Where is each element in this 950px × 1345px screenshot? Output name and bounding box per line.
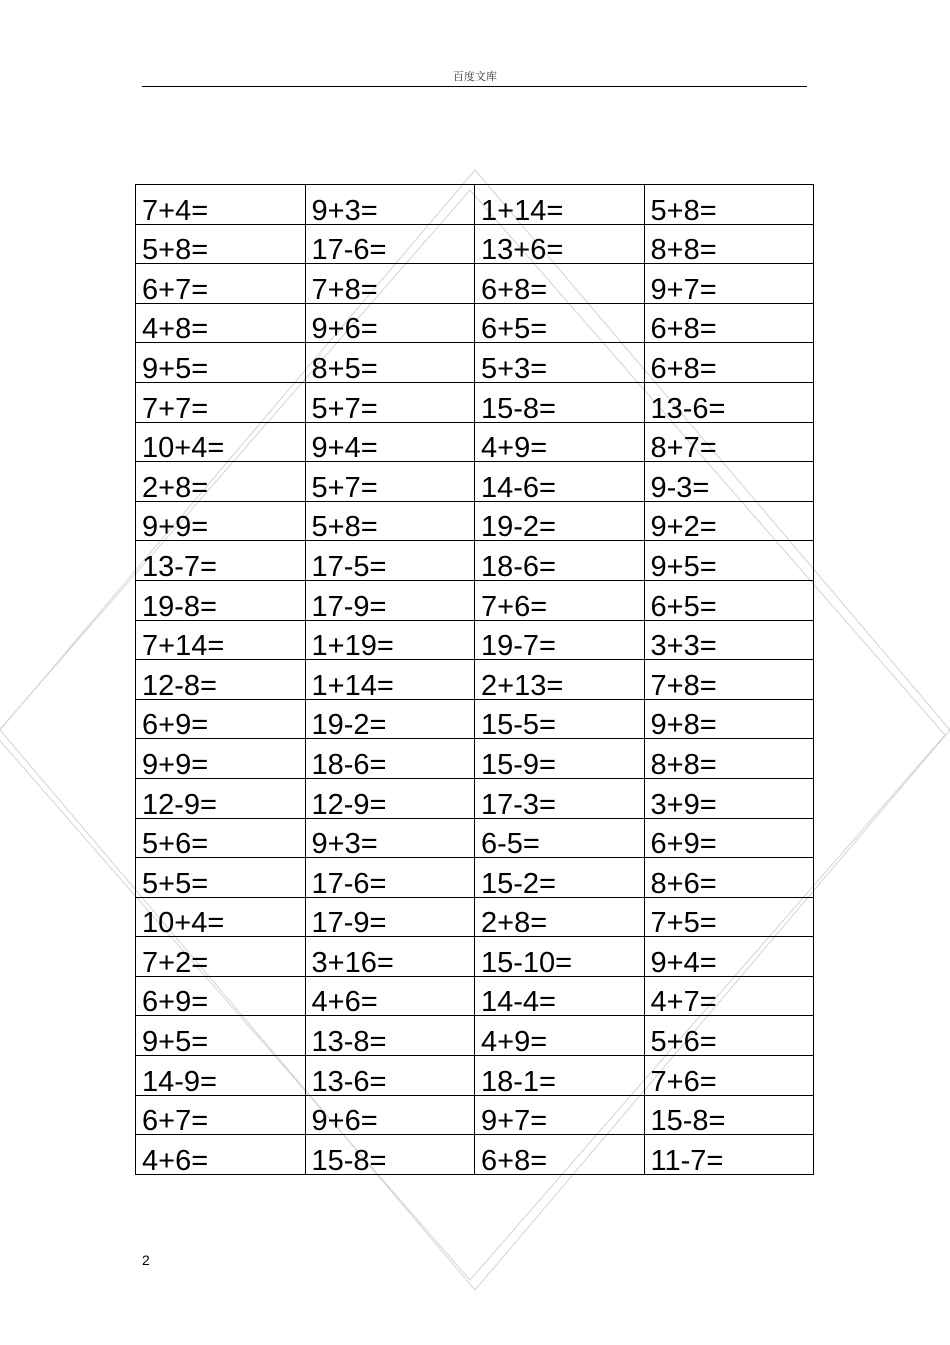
problem-text: 17-5= [311, 550, 387, 581]
worksheet-row [136, 660, 814, 700]
problem-text: 15-9= [481, 748, 556, 779]
problem-text: 15-5= [481, 709, 556, 739]
problem-text: 7+7= [142, 392, 209, 423]
problem-text: 9+3= [311, 828, 378, 858]
problem-text: 2+13= [481, 669, 564, 700]
problem-cell [475, 1135, 645, 1175]
problem-cell [644, 303, 814, 343]
problem-text: 12-8= [142, 669, 217, 700]
problem-cell [644, 264, 814, 304]
problem-cell [305, 976, 475, 1016]
problem-text: 4+9= [481, 432, 548, 462]
problem-text: 5+7= [311, 392, 378, 423]
problem-cell [305, 303, 475, 343]
problem-cell [644, 382, 814, 422]
problem-text: 14-6= [481, 471, 556, 502]
worksheet-row [136, 699, 814, 739]
problem-cell [475, 858, 645, 898]
problem-cell [136, 303, 306, 343]
problem-text: 3+16= [311, 946, 394, 977]
problem-cell [475, 699, 645, 739]
problem-cell [644, 580, 814, 620]
problem-text: 8+8= [650, 234, 717, 264]
problem-cell [475, 937, 645, 977]
problem-cell [475, 739, 645, 779]
problem-text: 7+6= [481, 590, 548, 621]
problem-text: 17-6= [311, 867, 387, 898]
problem-cell [136, 660, 306, 700]
problem-cell [305, 224, 475, 264]
problem-text: 6+5= [481, 313, 548, 343]
problem-cell [136, 1095, 306, 1135]
problem-cell [136, 620, 306, 660]
problem-cell [644, 897, 814, 937]
worksheet-row [136, 185, 814, 225]
problem-text: 9+4= [311, 432, 378, 462]
problem-cell [305, 343, 475, 383]
problem-cell [475, 660, 645, 700]
problem-cell [136, 937, 306, 977]
problem-text: 5+5= [142, 867, 209, 898]
problem-text: 9+6= [311, 1105, 378, 1135]
problem-cell [475, 462, 645, 502]
problem-cell [644, 1056, 814, 1096]
problem-text: 18-6= [311, 748, 387, 779]
problem-text: 9+9= [142, 511, 209, 541]
worksheet-row [136, 858, 814, 898]
problem-text: 1+14= [311, 669, 394, 700]
problem-cell [475, 1095, 645, 1135]
problem-text: 6-5= [481, 828, 540, 858]
problem-cell [644, 541, 814, 581]
problem-text: 9+4= [650, 946, 717, 977]
problem-text: 2+8= [142, 471, 209, 502]
problem-cell [644, 976, 814, 1016]
problem-cell [644, 818, 814, 858]
problem-text: 8+6= [650, 867, 717, 898]
problem-text: 8+8= [650, 748, 717, 779]
page-number: 2 [142, 1252, 150, 1268]
problem-text: 4+7= [650, 986, 717, 1016]
problem-text: 10+4= [142, 907, 225, 937]
problem-cell [644, 422, 814, 462]
worksheet-row [136, 541, 814, 581]
problem-cell [305, 1095, 475, 1135]
worksheet-row [136, 343, 814, 383]
problem-cell [644, 1016, 814, 1056]
problem-text: 15-8= [311, 1144, 387, 1175]
header-divider [142, 86, 807, 87]
problem-text: 12-9= [142, 788, 217, 818]
problem-cell [475, 501, 645, 541]
worksheet-row [136, 897, 814, 937]
problem-text: 7+2= [142, 946, 209, 977]
problem-cell [475, 1016, 645, 1056]
problem-cell [136, 501, 306, 541]
problem-text: 5+3= [481, 352, 548, 383]
problem-cell [644, 1135, 814, 1175]
problem-text: 6+8= [481, 273, 548, 304]
problem-text: 17-9= [311, 590, 387, 621]
problem-text: 7+8= [650, 669, 717, 700]
problem-cell [136, 382, 306, 422]
problem-cell [644, 620, 814, 660]
problem-cell [305, 778, 475, 818]
problem-text: 4+6= [311, 986, 378, 1016]
problem-cell [305, 897, 475, 937]
problem-cell [136, 264, 306, 304]
problem-cell [305, 185, 475, 225]
problem-text: 9+5= [650, 550, 717, 581]
worksheet-row [136, 620, 814, 660]
problem-cell [475, 778, 645, 818]
worksheet-row [136, 976, 814, 1016]
problem-text: 6+7= [142, 273, 209, 304]
problem-cell [305, 382, 475, 422]
problem-cell [305, 818, 475, 858]
problem-cell [475, 580, 645, 620]
problem-cell [136, 343, 306, 383]
problem-text: 6+8= [650, 313, 717, 343]
worksheet-row [136, 1135, 814, 1175]
problem-cell [644, 858, 814, 898]
problem-text: 9+2= [650, 511, 717, 541]
problem-cell [305, 264, 475, 304]
problem-cell [305, 620, 475, 660]
problem-text: 7+6= [650, 1065, 717, 1096]
problem-cell [305, 1056, 475, 1096]
problem-text: 9+5= [142, 1026, 209, 1056]
problem-text: 19-2= [311, 709, 387, 739]
problem-cell [475, 976, 645, 1016]
problem-cell [136, 185, 306, 225]
problem-text: 15-8= [481, 392, 556, 423]
problem-text: 6+9= [650, 828, 717, 858]
problem-cell [136, 897, 306, 937]
problem-cell [305, 660, 475, 700]
problem-text: 15-10= [481, 946, 573, 977]
problem-text: 6+9= [142, 709, 209, 739]
problem-text: 17-3= [481, 788, 556, 818]
problem-cell [136, 1135, 306, 1175]
problem-cell [305, 739, 475, 779]
problem-text: 6+8= [481, 1144, 548, 1175]
problem-cell [475, 818, 645, 858]
problem-cell [305, 1016, 475, 1056]
problem-text: 9+9= [142, 748, 209, 779]
problem-text: 8+5= [311, 352, 378, 383]
problem-cell [136, 422, 306, 462]
problem-cell [475, 620, 645, 660]
worksheet-row [136, 739, 814, 779]
problem-cell [305, 541, 475, 581]
problem-cell [305, 462, 475, 502]
problem-text: 9+6= [311, 313, 378, 343]
problem-cell [136, 858, 306, 898]
page-header-title: 百度文库 [453, 70, 497, 83]
problem-text: 15-2= [481, 867, 556, 898]
problem-text: 9+7= [650, 273, 717, 304]
problem-cell [475, 422, 645, 462]
worksheet-row [136, 580, 814, 620]
problem-cell [644, 739, 814, 779]
worksheet-row [136, 778, 814, 818]
problem-text: 14-9= [142, 1065, 217, 1096]
problem-cell [136, 541, 306, 581]
problem-cell [136, 462, 306, 502]
problem-text: 13-6= [650, 392, 726, 423]
problem-text: 5+6= [142, 828, 209, 858]
problem-text: 13-8= [311, 1026, 387, 1056]
problem-cell [136, 1016, 306, 1056]
problem-cell [475, 303, 645, 343]
worksheet-row [136, 264, 814, 304]
problem-cell [136, 778, 306, 818]
problem-cell [475, 343, 645, 383]
problem-text: 3+9= [650, 788, 717, 818]
problem-cell [644, 343, 814, 383]
problem-text: 6+8= [650, 352, 717, 383]
problem-text: 12-9= [311, 788, 387, 818]
worksheet-row [136, 501, 814, 541]
problem-text: 13-7= [142, 550, 217, 581]
problem-text: 7+4= [142, 194, 209, 225]
problem-text: 5+6= [650, 1026, 717, 1056]
problem-text: 19-7= [481, 630, 556, 660]
problem-cell [475, 185, 645, 225]
problem-cell [644, 462, 814, 502]
problem-text: 4+8= [142, 313, 209, 343]
problem-cell [136, 1056, 306, 1096]
problem-text: 6+9= [142, 986, 209, 1016]
problem-text: 17-9= [311, 907, 387, 937]
problem-text: 1+19= [311, 630, 394, 660]
problem-text: 7+8= [311, 273, 378, 304]
problem-text: 7+5= [650, 907, 717, 937]
problem-cell [475, 264, 645, 304]
problem-cell [644, 224, 814, 264]
problem-text: 6+5= [650, 590, 717, 621]
worksheet-row [136, 818, 814, 858]
problem-text: 9+8= [650, 709, 717, 739]
problem-cell [136, 580, 306, 620]
problem-text: 18-6= [481, 550, 556, 581]
problem-text: 8+7= [650, 432, 717, 462]
problem-text: 5+8= [142, 234, 209, 264]
worksheet-row [136, 422, 814, 462]
problem-cell [475, 541, 645, 581]
problem-text: 18-1= [481, 1065, 556, 1096]
problem-text: 4+6= [142, 1144, 209, 1175]
problem-text: 9+3= [311, 194, 378, 225]
problem-cell [475, 1056, 645, 1096]
problem-text: 17-6= [311, 234, 387, 264]
problem-cell [136, 699, 306, 739]
problem-text: 9+7= [481, 1105, 548, 1135]
problem-text: 15-8= [650, 1105, 726, 1135]
problem-cell [136, 818, 306, 858]
problem-text: 10+4= [142, 432, 225, 462]
problem-cell [475, 382, 645, 422]
problem-text: 7+14= [142, 630, 225, 660]
problem-text: 4+9= [481, 1026, 548, 1056]
problem-cell [305, 422, 475, 462]
arithmetic-worksheet-table [135, 184, 814, 1175]
problem-cell [475, 224, 645, 264]
problem-cell [305, 699, 475, 739]
problem-text: 9+5= [142, 352, 209, 383]
worksheet-row [136, 224, 814, 264]
problem-text: 6+7= [142, 1105, 209, 1135]
problem-cell [305, 937, 475, 977]
problem-text: 2+8= [481, 907, 548, 937]
problem-text: 13+6= [481, 234, 564, 264]
problem-text: 5+7= [311, 471, 378, 502]
problem-cell [644, 185, 814, 225]
problem-cell [305, 501, 475, 541]
problem-cell [644, 1095, 814, 1135]
problem-cell [305, 858, 475, 898]
problem-cell [305, 1135, 475, 1175]
problem-text: 13-6= [311, 1065, 387, 1096]
problem-cell [644, 778, 814, 818]
problem-text: 5+8= [650, 194, 717, 225]
problem-cell [475, 897, 645, 937]
problem-cell [644, 501, 814, 541]
problem-cell [644, 660, 814, 700]
problem-cell [305, 580, 475, 620]
problem-cell [136, 976, 306, 1016]
worksheet-row [136, 303, 814, 343]
problem-cell [644, 937, 814, 977]
worksheet-row [136, 382, 814, 422]
problem-text: 11-7= [650, 1144, 724, 1175]
problem-text: 14-4= [481, 986, 556, 1016]
worksheet-row [136, 462, 814, 502]
problem-cell [136, 224, 306, 264]
worksheet-row [136, 1095, 814, 1135]
problem-text: 9-3= [650, 471, 710, 502]
problem-text: 19-2= [481, 511, 556, 541]
worksheet-row [136, 937, 814, 977]
problem-text: 3+3= [650, 630, 717, 660]
problem-cell [644, 699, 814, 739]
worksheet-body [136, 185, 814, 1175]
worksheet-row [136, 1056, 814, 1096]
problem-cell [136, 739, 306, 779]
problem-text: 1+14= [481, 194, 564, 225]
problem-text: 19-8= [142, 590, 217, 621]
worksheet-row [136, 1016, 814, 1056]
problem-text: 5+8= [311, 511, 378, 541]
